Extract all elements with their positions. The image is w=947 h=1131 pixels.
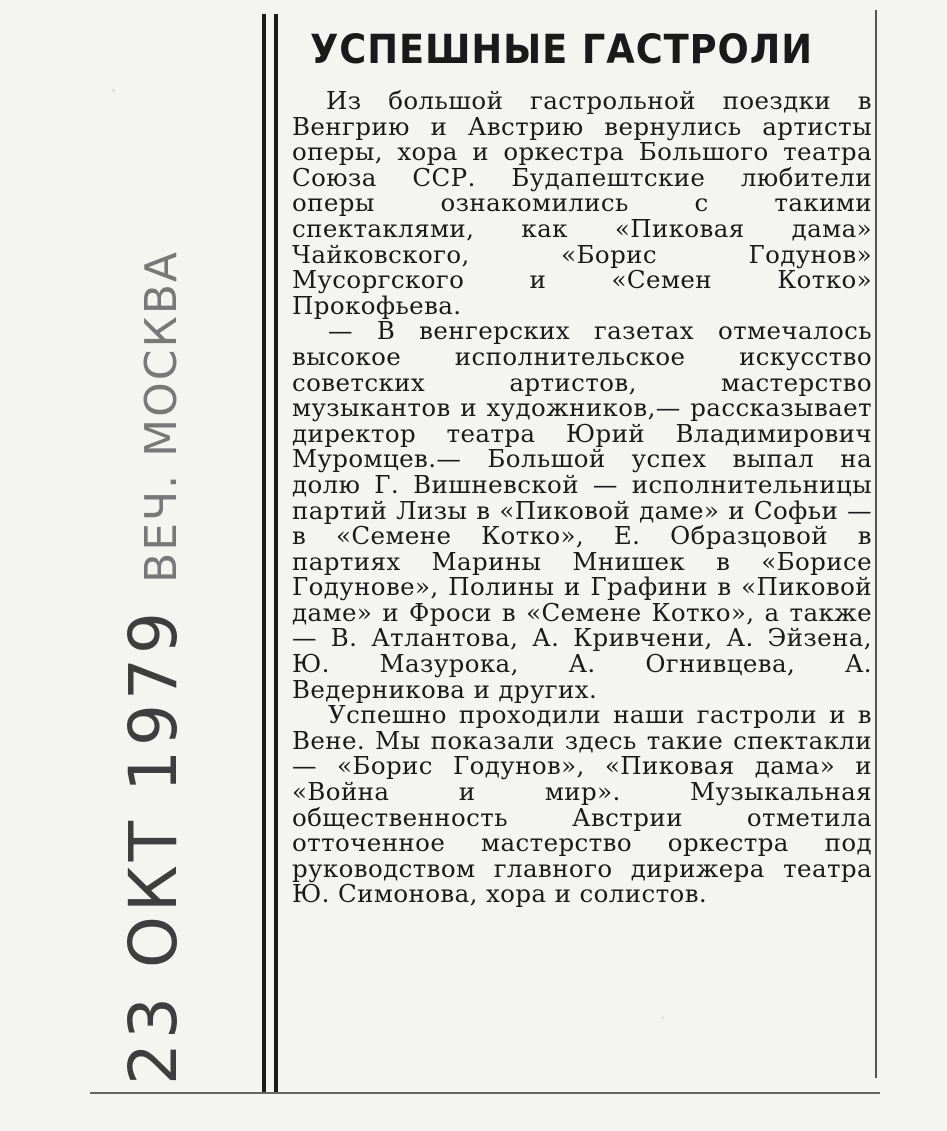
handwritten-date-extra: ВЕЧ. МОСКВА — [136, 250, 187, 583]
handwritten-date — [115, 245, 205, 1085]
article-headline: УСПЕШНЫЕ ГАСТРОЛИ — [310, 27, 813, 73]
column-rule-left — [262, 14, 266, 1092]
clipping-edge-right — [875, 10, 877, 1078]
article-paragraph-1: Из большой гастрольной поездки в Венгрию и Австрию вернулись артисты оперы, хора и оркестра Большого театра Союза ССР. Будапештские любители оперы ознакомились с такими спектаклями, как «Пиковая дама» Чайковского, «Борис Годунов» Мусоргского и «Семен Котко» Прокофьева. — [292, 86, 872, 320]
clipping-edge-bottom — [90, 1092, 880, 1094]
newspaper-clipping — [292, 26, 872, 907]
article-paragraph-2: — В венгерских газетах отмечалось высокое исполнительское искусство советских артистов, мастерство музыкантов и художников,— рассказывает директор театра Юрий Владимирович Муромцев.— Большой успех выпал на долю Г. Вишневской — исполнительницы партий Лизы в «Пиковой даме» и Софьи — в «Семене Котко», Е. Образцовой в партиях Марины Мнишек в «Борисе Годунове», Полины и Графини в «Пиковой даме» и Фроси в «Семене Котко», а также — В. Атлантова, А. Кривчени, А. Эйзена, Ю. Мазурока, А. Огнивцева, А. Ведерникова и других. — [292, 316, 872, 704]
handwritten-date-main: 23 ОКТ 1979 — [115, 607, 192, 1085]
article-body — [292, 88, 872, 907]
article-paragraph-3: Успешно проходили наши гастроли и в Вене. Мы показали здесь такие спектакли — «Борис Годунов», «Пиковая дама» и «Война и мир». Музыкальная общественность Австрии отметила отточенное мастерство оркестра под руководством главного дирижера театра Ю. Симонова, хора и солистов. — [292, 700, 872, 909]
column-rule-left-inner — [274, 14, 278, 1092]
